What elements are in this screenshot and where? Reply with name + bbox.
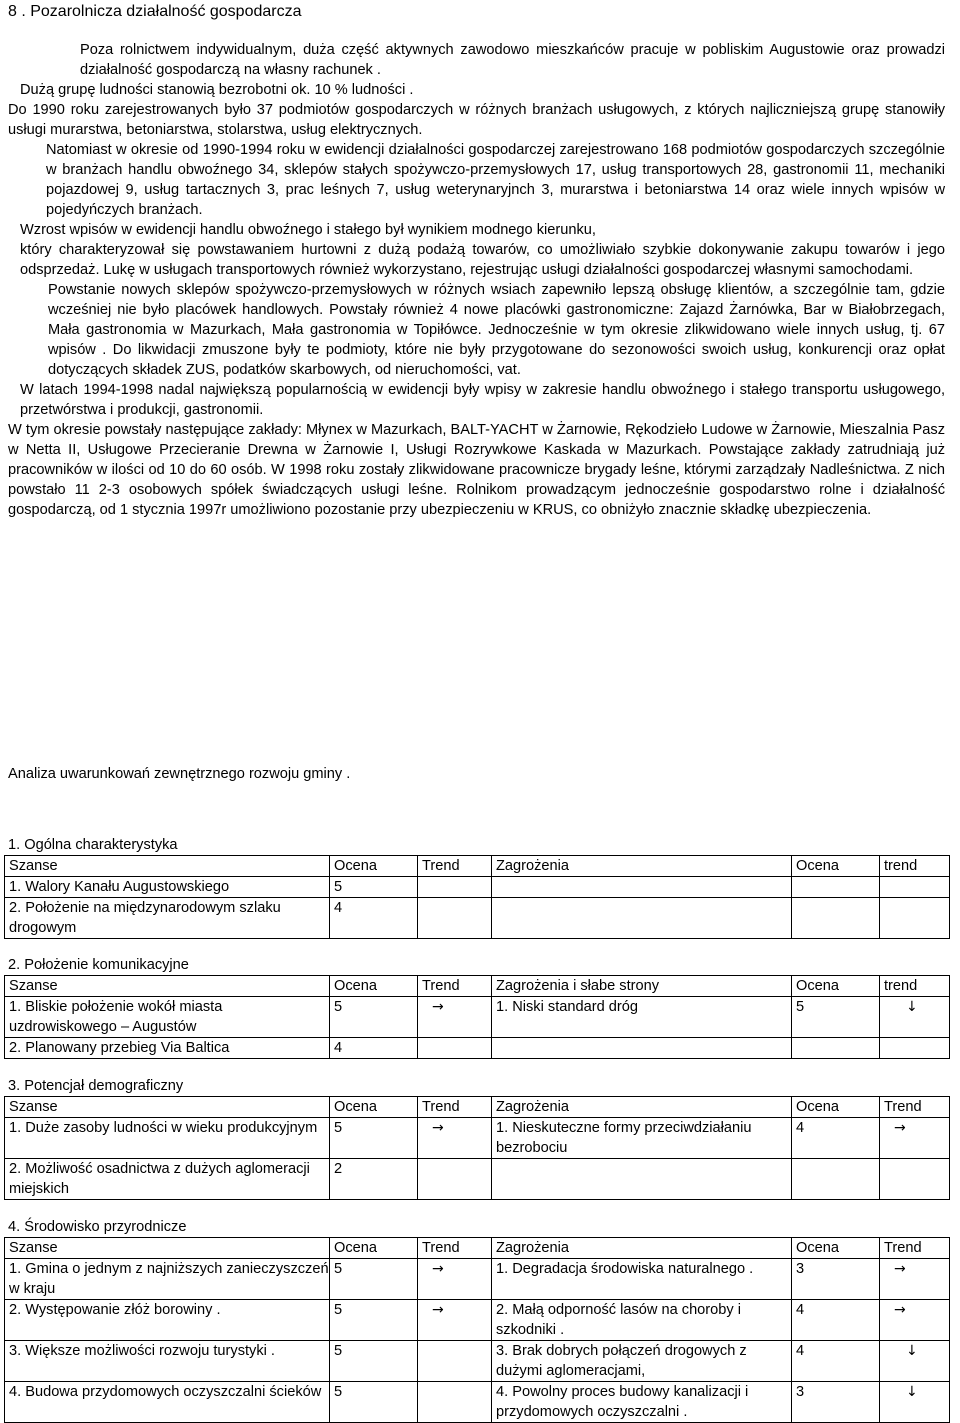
table-row bbox=[5, 997, 950, 1038]
rating-cell: 5 bbox=[330, 997, 418, 1038]
table-row bbox=[5, 1118, 950, 1159]
swot-table bbox=[4, 1096, 950, 1200]
column-header: trend bbox=[880, 856, 950, 877]
column-header: Zagrożenia bbox=[492, 1097, 792, 1118]
paragraph: Poza rolnictwem indywidualnym, duża część aktywnych zawodowo mieszkańców pracuje w pobliskim Augustowie oraz prowadzi działalność gospodarczą na własny rachunek . bbox=[80, 42, 945, 78]
rating-cell: 4 bbox=[792, 1300, 880, 1341]
trend-cell bbox=[418, 1118, 492, 1159]
table-row bbox=[5, 1038, 950, 1059]
trend-cell bbox=[418, 1300, 492, 1341]
paragraph: Natomiast w okresie od 1990-1994 roku w ewidencji działalności gospodarczej zarejestrowano 168 podmiotów gospodarczych szczególnie w branżach handlu obwoźnego 34, sklepów stałych spożywczo-przemysłowych 17, usług transportowych 28, gastronomii 11, mechaniki pojazdowej 9, usług tartacznych 3, prac leśnych 7, usług weterynaryjnch 3, murarstwa i betoniarstwa 14 oraz wiele innych wpisów w pojedyńczych branżach. bbox=[46, 142, 945, 218]
threat-cell: 3. Brak dobrych połączeń drogowych z dużymi aglomeracjami, bbox=[492, 1341, 792, 1382]
swot-table bbox=[4, 855, 950, 939]
header-row bbox=[5, 1097, 950, 1118]
column-header: Ocena bbox=[792, 976, 880, 997]
trend-cell bbox=[880, 1300, 950, 1341]
swot-section bbox=[4, 1076, 949, 1200]
trend-cell bbox=[418, 1382, 492, 1423]
trend-cell bbox=[418, 1038, 492, 1059]
trend-cell bbox=[418, 898, 492, 939]
paragraph: Powstanie nowych sklepów spożywczo-przemysłowych w różnych wsiach zapewniło lepszą obsługę klientów, a szczególnie tam, gdzie wcześniej nie było placówek handlowych. Powstały również 4 nowe placówki gastronomiczne: Zajazd Żarnówka, Bar w Białobrzegach, Mała gastronomia w Mazurkach, Mała gastronomia w Topiłówce. Jednocześnie w tym okresie zlikwidowano wiele innych usług, tj. 67 wpisów . Do likwidacji zmuszone były te podmioty, które nie były przygotowane do sezonowości swoich usług, konkurencji oraz opłat dotyczących składek ZUS, podatków skarbowych, od nieruchomości, vat. bbox=[48, 282, 945, 378]
rating-cell bbox=[792, 877, 880, 898]
swot-section bbox=[4, 1217, 949, 1423]
rating-cell: 5 bbox=[330, 1259, 418, 1300]
threat-cell bbox=[492, 1159, 792, 1200]
column-header: Ocena bbox=[330, 976, 418, 997]
arrow-right-icon: → bbox=[894, 1261, 906, 1277]
trend-cell bbox=[418, 1159, 492, 1200]
table-row bbox=[5, 1259, 950, 1300]
column-header: Zagrożenia i słabe strony bbox=[492, 976, 792, 997]
trend-cell bbox=[880, 1118, 950, 1159]
trend-cell bbox=[880, 1259, 950, 1300]
rating-cell: 4 bbox=[330, 898, 418, 939]
table-row bbox=[5, 898, 950, 939]
opportunity-cell: 2. Występowanie złóż borowiny . bbox=[5, 1300, 330, 1341]
threat-cell bbox=[492, 1038, 792, 1059]
rating-cell: 5 bbox=[330, 1300, 418, 1341]
swot-table bbox=[4, 975, 950, 1059]
header-row bbox=[5, 856, 950, 877]
swot-table bbox=[4, 1237, 950, 1423]
analysis-title: Analiza uwarunkowań zewnętrznego rozwoju gminy . bbox=[8, 766, 351, 782]
opportunity-cell: 2. Położenie na międzynarodowym szlaku drogowym bbox=[5, 898, 330, 939]
opportunity-cell: 1. Gmina o jednym z najniższych zanieczyszczeń w kraju bbox=[5, 1259, 330, 1300]
column-header: Ocena bbox=[330, 1238, 418, 1259]
column-header: Ocena bbox=[330, 1097, 418, 1118]
column-header: Zagrożenia bbox=[492, 1238, 792, 1259]
table-row bbox=[5, 1300, 950, 1341]
arrow-right-icon: → bbox=[894, 1120, 906, 1136]
column-header: Ocena bbox=[330, 856, 418, 877]
trend-cell bbox=[880, 1341, 950, 1382]
column-header: Trend bbox=[418, 856, 492, 877]
threat-cell: 1. Degradacja środowiska naturalnego . bbox=[492, 1259, 792, 1300]
section-title: 2. Położenie komunikacyjne bbox=[8, 957, 189, 973]
threat-cell: 1. Niski standard dróg bbox=[492, 997, 792, 1038]
rating-cell: 5 bbox=[330, 1118, 418, 1159]
opportunity-cell: 1. Walory Kanału Augustowskiego bbox=[5, 877, 330, 898]
threat-cell: 4. Powolny proces budowy kanalizacji i przydomowych oczyszczalni . bbox=[492, 1382, 792, 1423]
threat-cell: 1. Nieskuteczne formy przeciwdziałaniu bezrobociu bbox=[492, 1118, 792, 1159]
opportunity-cell: 3. Większe możliwości rozwoju turystyki . bbox=[5, 1341, 330, 1382]
arrow-right-icon: → bbox=[432, 1120, 444, 1136]
column-header: Trend bbox=[418, 976, 492, 997]
trend-cell bbox=[418, 877, 492, 898]
rating-cell bbox=[792, 1038, 880, 1059]
arrow-right-icon: → bbox=[432, 1302, 444, 1318]
section-title: 1. Ogólna charakterystyka bbox=[8, 837, 178, 853]
arrow-down-icon: ↓ bbox=[906, 999, 918, 1015]
arrow-right-icon: → bbox=[894, 1302, 906, 1318]
trend-cell bbox=[418, 997, 492, 1038]
rating-cell: 4 bbox=[792, 1341, 880, 1382]
column-header: Trend bbox=[880, 1238, 950, 1259]
header-row bbox=[5, 1238, 950, 1259]
column-header: Szanse bbox=[5, 856, 330, 877]
arrow-down-icon: ↓ bbox=[906, 1384, 918, 1400]
section-title: 4. Środowisko przyrodnicze bbox=[8, 1219, 187, 1235]
column-header: Trend bbox=[418, 1097, 492, 1118]
arrow-right-icon: → bbox=[432, 999, 444, 1015]
paragraph: Do 1990 roku zarejestrowanych było 37 podmiotów gospodarczych w różnych branżach usługowych, z których najliczniejszą grupę stanowiły usługi murarstwa, betoniarstwa, stolarstwa, usług elektrycznych. bbox=[8, 102, 945, 138]
table-row bbox=[5, 1382, 950, 1423]
trend-cell bbox=[880, 1382, 950, 1423]
column-header: Ocena bbox=[792, 856, 880, 877]
column-header: Zagrożenia bbox=[492, 856, 792, 877]
rating-cell: 2 bbox=[330, 1159, 418, 1200]
trend-cell bbox=[880, 877, 950, 898]
rating-cell bbox=[792, 898, 880, 939]
opportunity-cell: 2. Planowany przebieg Via Baltica bbox=[5, 1038, 330, 1059]
trend-cell bbox=[880, 1038, 950, 1059]
rating-cell: 5 bbox=[330, 1382, 418, 1423]
opportunity-cell: 1. Bliskie położenie wokół miasta uzdrowiskowego – Augustów bbox=[5, 997, 330, 1038]
paragraph: W latach 1994-1998 nadal największą popularnością w ewidencji były wpisy w zakresie handlu obwoźnego i stałego transportu usługowego, przetwórstwa i produkcji, gastronomii. bbox=[20, 382, 945, 418]
rating-cell: 5 bbox=[330, 877, 418, 898]
trend-cell bbox=[418, 1341, 492, 1382]
column-header: Szanse bbox=[5, 976, 330, 997]
column-header: Trend bbox=[880, 1097, 950, 1118]
threat-cell bbox=[492, 877, 792, 898]
column-header: Szanse bbox=[5, 1097, 330, 1118]
paragraph: W tym okresie powstały następujące zakłady: Młynex w Mazurkach, BALT-YACHT w Żarnowie, Rękodzieło Ludowe w Żarnowie, Mieszalnia Pasz w Netta II, Usługowe Przecieranie Drewna w Żarnowie I, Usługi Rozrywkowe Kaskada w Mazurkach. Powstające zakłady zatrudniają już pracowników w ilości od 10 do 60 osób. W 1998 roku zostały zlikwidowane pracownicze brygady leśne, którymi zarządzały Nadleśnictwa. Z nich powstało 11 2-3 osobowych spółek świadczących usługi leśne. Rolnikom prowadzącym jednocześnie gospodarstwo rolne i działalność gospodarczą, od 1 stycznia 1997r umożliwiono pozostanie przy ubezpieczeniu w KRUS, co obniżyło znacznie składkę ubezpieczenia. bbox=[8, 422, 945, 518]
paragraph: Wzrost wpisów w ewidencji handlu obwoźnego i stałego był wynikiem modnego kierunku, bbox=[20, 222, 596, 238]
trend-cell bbox=[880, 898, 950, 939]
rating-cell: 4 bbox=[792, 1118, 880, 1159]
column-header: Ocena bbox=[792, 1097, 880, 1118]
rating-cell: 5 bbox=[792, 997, 880, 1038]
swot-section bbox=[4, 835, 949, 939]
swot-section bbox=[4, 955, 949, 1059]
column-header: Ocena bbox=[792, 1238, 880, 1259]
arrow-right-icon: → bbox=[432, 1261, 444, 1277]
column-header: Szanse bbox=[5, 1238, 330, 1259]
header-row bbox=[5, 976, 950, 997]
trend-cell bbox=[418, 1259, 492, 1300]
paragraph: który charakteryzował się powstawaniem hurtowni z dużą podażą towarów, co umożliwiało szybkie dokonywanie zakupu towarów i jego odsprzedaż. Lukę w usługach transportowych również wykorzystano, rejestrując usługi działalności gospodarczej własnymi samochodami. bbox=[20, 242, 945, 278]
paragraph: Dużą grupę ludności stanowią bezrobotni ok. 10 % ludności . bbox=[20, 82, 414, 98]
opportunity-cell: 4. Budowa przydomowych oczyszczalni ścieków bbox=[5, 1382, 330, 1423]
arrow-down-icon: ↓ bbox=[906, 1343, 918, 1359]
opportunity-cell: 2. Możliwość osadnictwa z dużych aglomeracji miejskich bbox=[5, 1159, 330, 1200]
threat-cell bbox=[492, 898, 792, 939]
section-title: 3. Potencjał demograficzny bbox=[8, 1078, 184, 1094]
table-row bbox=[5, 1159, 950, 1200]
rating-cell bbox=[792, 1159, 880, 1200]
table-row bbox=[5, 1341, 950, 1382]
rating-cell: 4 bbox=[330, 1038, 418, 1059]
rating-cell: 3 bbox=[792, 1259, 880, 1300]
table-row bbox=[5, 877, 950, 898]
body-text bbox=[8, 40, 945, 520]
column-header: trend bbox=[880, 976, 950, 997]
rating-cell: 5 bbox=[330, 1341, 418, 1382]
section-heading: 8 . Pozarolnicza działalność gospodarcza bbox=[8, 3, 302, 20]
trend-cell bbox=[880, 1159, 950, 1200]
opportunity-cell: 1. Duże zasoby ludności w wieku produkcyjnym bbox=[5, 1118, 330, 1159]
trend-cell bbox=[880, 997, 950, 1038]
threat-cell: 2. Małą odporność lasów na choroby i szkodniki . bbox=[492, 1300, 792, 1341]
rating-cell: 3 bbox=[792, 1382, 880, 1423]
column-header: Trend bbox=[418, 1238, 492, 1259]
